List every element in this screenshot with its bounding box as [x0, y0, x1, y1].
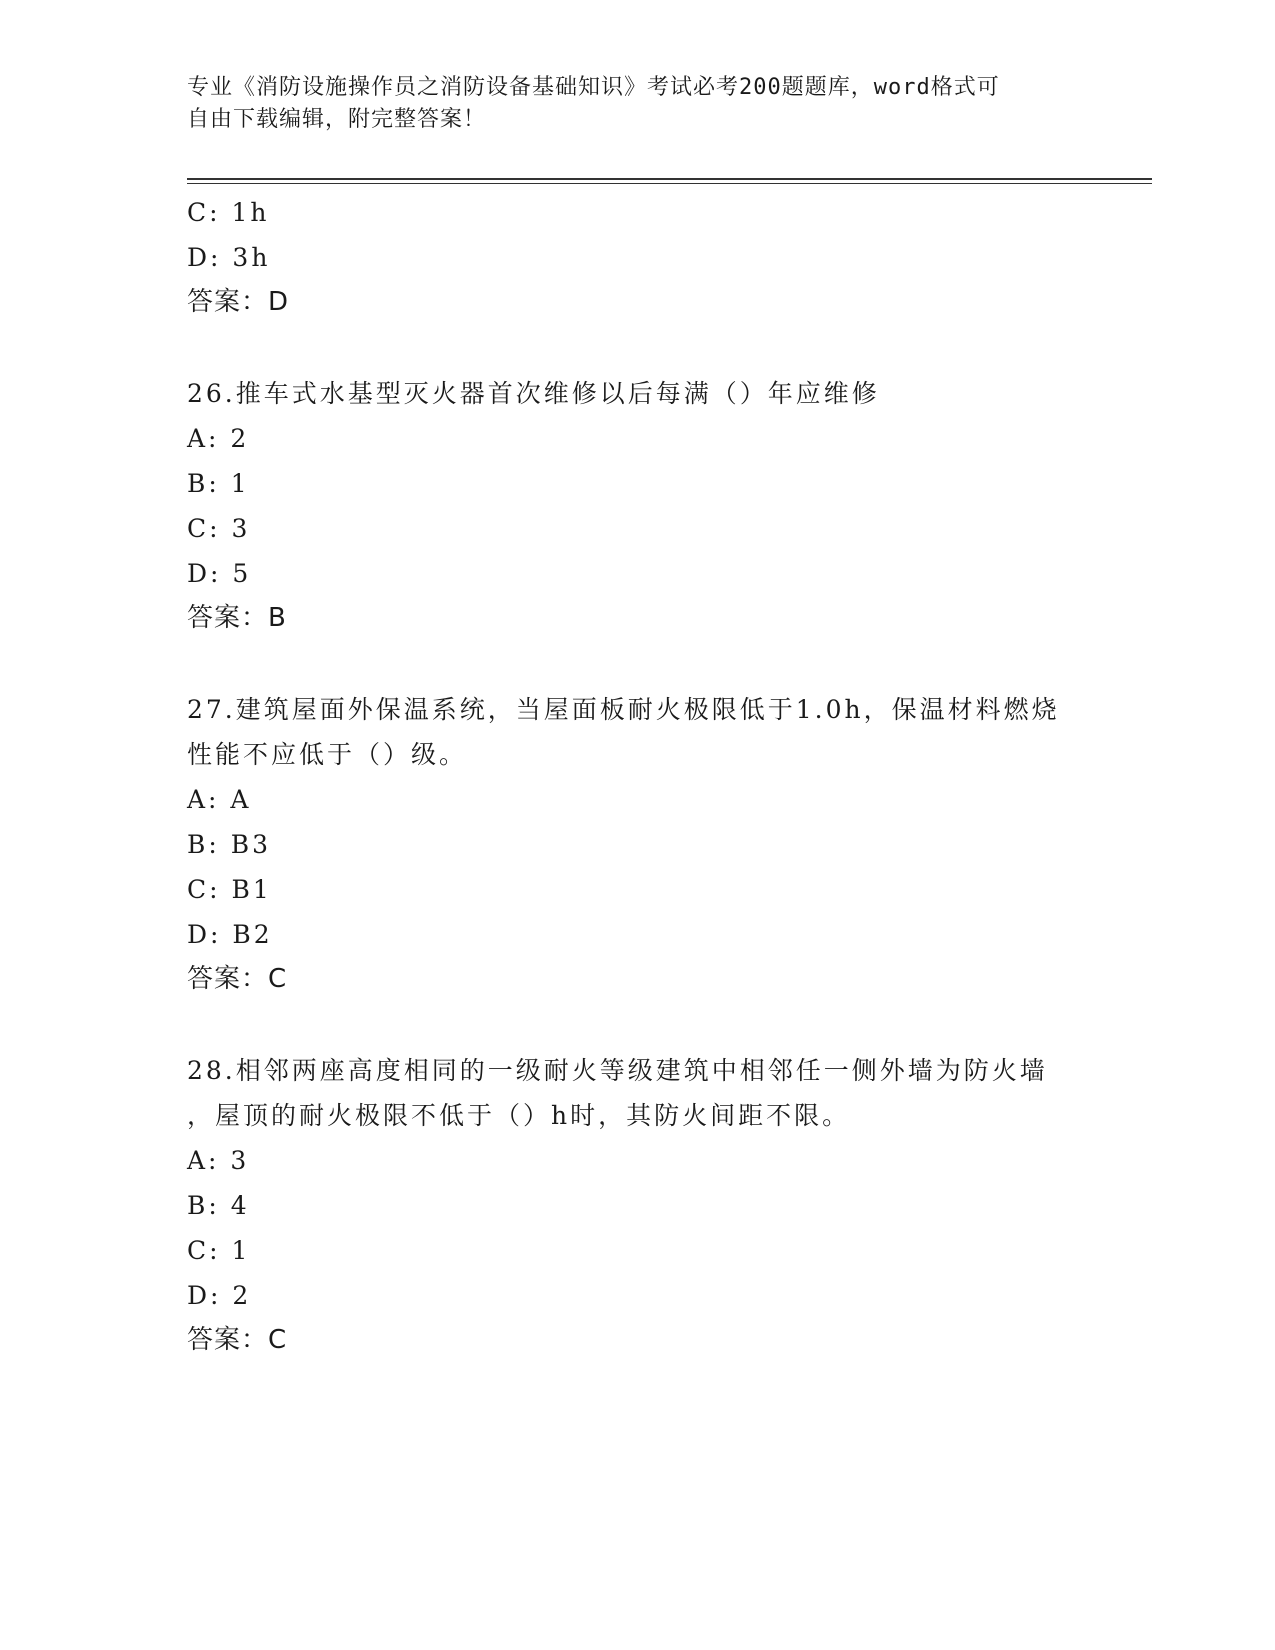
- question-text: 27.建筑屋面外保温系统，当屋面板耐火极限低于1.0h，保温材料燃烧: [187, 695, 1060, 724]
- answer-line: 答案：B: [187, 603, 287, 633]
- question-list: [187, 190, 1087, 1363]
- document-header: [187, 72, 1087, 136]
- header-divider-thin: [187, 183, 1152, 184]
- answer-line: 答案：C: [187, 1325, 288, 1355]
- header-title-line-1: 专业《消防设施操作员之消防设备基础知识》考试必考200题题库，word格式可: [187, 75, 1000, 100]
- header-title-line-2: 自由下载编辑，附完整答案！: [187, 107, 487, 132]
- option-line: C: 3: [187, 514, 251, 543]
- question-text: 26.推车式水基型灭火器首次维修以后每满（）年应维修: [187, 379, 880, 408]
- question-26: [187, 371, 1087, 416]
- option-line: D: B2: [187, 920, 273, 949]
- carryover-block: [187, 190, 1087, 325]
- question-text: 性能不应低于（）级。: [187, 740, 468, 769]
- option-line: B: B3: [187, 830, 272, 859]
- option-line: A: 2: [187, 424, 250, 453]
- option-line: B: 4: [187, 1191, 250, 1220]
- option-line: A: 3: [187, 1146, 250, 1175]
- option-line: D: 2: [187, 1281, 252, 1310]
- option-line: A: A: [187, 785, 252, 814]
- header-divider: [187, 178, 1152, 180]
- question-text: ，屋顶的耐火极限不低于（）h时，其防火间距不限。: [187, 1101, 851, 1130]
- option-line: D: 5: [187, 559, 252, 588]
- answer-line: 答案：D: [187, 287, 290, 317]
- option-line: C: B1: [187, 875, 272, 904]
- option-line: D: 3h: [187, 243, 271, 272]
- option-line: C: 1: [187, 1236, 251, 1265]
- option-line: B: 1: [187, 469, 250, 498]
- question-27: [187, 687, 1087, 777]
- answer-line: 答案：C: [187, 964, 288, 994]
- option-line: C: 1h: [187, 198, 270, 227]
- question-text: 28.相邻两座高度相同的一级耐火等级建筑中相邻任一侧外墙为防火墙: [187, 1056, 1048, 1085]
- question-28: [187, 1048, 1087, 1138]
